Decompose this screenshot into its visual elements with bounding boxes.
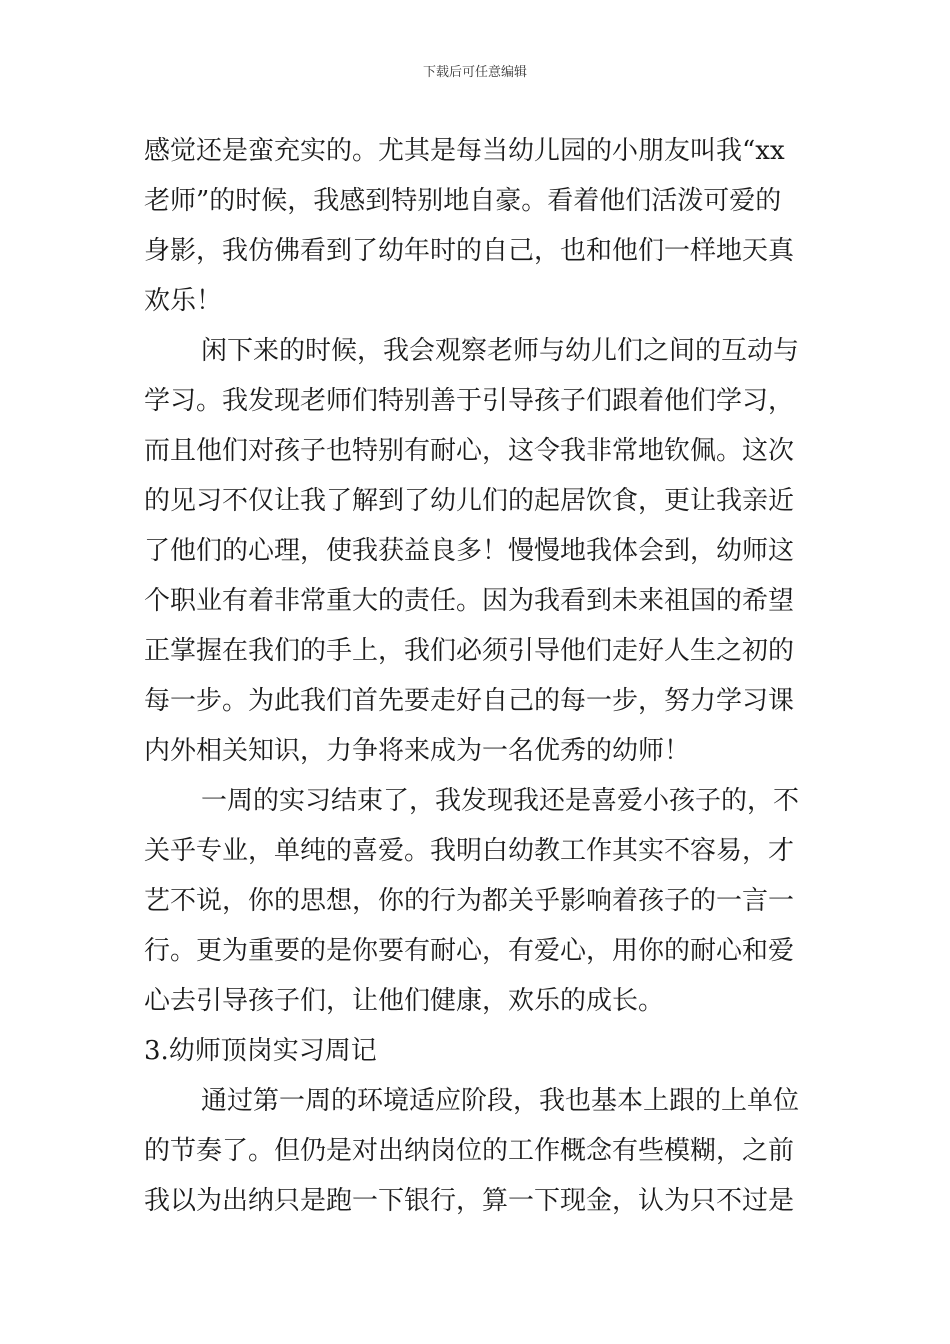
text-line: 欢乐！ (144, 286, 223, 316)
text-line: 个职业有着非常重大的责任。因为我看到未来祖国的希望 (144, 586, 795, 616)
text-line: 老师”的时候，我感到特别地自豪。看着他们活泼可爱的 (144, 186, 782, 216)
text-line: 而且他们对孩子也特别有耐心，这令我非常地钦佩。这次 (144, 436, 795, 466)
text-line: 3.幼师顶岗实习周记 (144, 1036, 377, 1066)
text-line: 感觉还是蛮充实的。尤其是每当幼儿园的小朋友叫我“xx (144, 136, 785, 166)
text-line: 艺不说，你的思想，你的行为都关乎影响着孩子的一言一 (144, 886, 795, 916)
text-line: 身影，我仿佛看到了幼年时的自己，也和他们一样地天真 (144, 236, 795, 266)
text-line: 的见习不仅让我了解到了幼儿们的起居饮食，更让我亲近 (144, 486, 795, 516)
text-line: 一周的实习结束了，我发现我还是喜爱小孩子的，不 (201, 786, 800, 816)
text-line: 每一步。为此我们首先要走好自己的每一步，努力学习课 (144, 686, 795, 716)
text-line: 心去引导孩子们，让他们健康，欢乐的成长。 (144, 986, 665, 1016)
text-line: 内外相关知识，力争将来成为一名优秀的幼师！ (144, 736, 691, 766)
text-line: 的节奏了。但仍是对出纳岗位的工作概念有些模糊，之前 (144, 1136, 795, 1166)
text-line: 闲下来的时候，我会观察老师与幼儿们之间的互动与 (201, 336, 800, 366)
text-line: 行。更为重要的是你要有耐心，有爱心，用你的耐心和爱 (144, 936, 795, 966)
text-line: 了他们的心理，使我获益良多！慢慢地我体会到，幼师这 (144, 536, 795, 566)
page-header: 下载后可任意编辑 (422, 65, 527, 80)
text-line: 我以为出纳只是跑一下银行，算一下现金，认为只不过是 (144, 1186, 795, 1216)
text-line: 正掌握在我们的手上，我们必须引导他们走好人生之初的 (144, 636, 795, 666)
text-line: 学习。我发现老师们特别善于引导孩子们跟着他们学习， (144, 386, 795, 416)
text-line: 通过第一周的环境适应阶段，我也基本上跟的上单位 (201, 1086, 800, 1116)
text-line: 关乎专业，单纯的喜爱。我明白幼教工作其实不容易，才 (144, 836, 795, 866)
document-body (144, 126, 808, 1226)
